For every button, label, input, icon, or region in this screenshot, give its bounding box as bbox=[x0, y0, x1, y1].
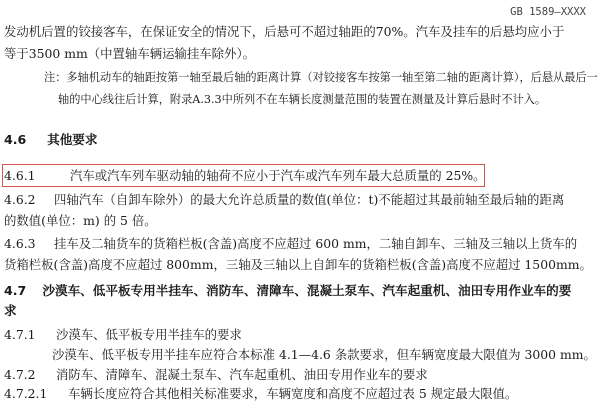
section-heading-4-6 bbox=[4, 132, 97, 148]
clause-text: 沙漠车、低平板专用半挂车应符合本标准 4.1—4.6 条款要求，但车辆宽度最大限值为 3000 mm。 bbox=[52, 347, 596, 362]
clause-text: 四轴汽车（自卸车除外）的最大允许总质量的数值(单位：t)不能超过其最前轴至最后轴的距离 bbox=[53, 192, 565, 207]
clause-text: 汽车或汽车列车驱动轴的轴荷不应小于汽车或汽车列车最大总质量的 25%。 bbox=[69, 168, 486, 183]
note-line: 轴的中心线往后计算，附录A.3.3中所列不在车辆长度测量范围的装置在测量及计算后悬时不计入。 bbox=[58, 93, 547, 106]
section-title-continuation: 求 bbox=[4, 303, 17, 318]
clause-text: 车辆长度应符合其他相关标准要求，车辆宽度和高度不应超过表 5 规定最大限值。 bbox=[67, 386, 518, 401]
note-line: 注：多轴机动车的轴距按第一轴至最后轴的距离计算（对铰接客车按第一轴至第二轴的距离计算），后悬从最后一 bbox=[44, 71, 598, 84]
clause-number: 4.6.1 bbox=[4, 168, 36, 183]
clause-continuation: 货箱栏板(含盖)高度不应超过 800mm，三轴及三轴以上自卸车的货箱栏板(含盖)高度不应超过 1500mm。 bbox=[4, 257, 592, 272]
clause-continuation: 的数值(单位：m) 的 5 倍。 bbox=[4, 213, 157, 228]
clause-4-6-2 bbox=[4, 192, 564, 208]
clause-4-7-1 bbox=[4, 327, 242, 343]
clause-text: 挂车及二轴货车的货箱栏板(含盖)高度不应超过 600 mm，二轴自卸车、三轴及三轴以上货车的 bbox=[53, 236, 578, 251]
clause-4-6-1 bbox=[4, 168, 486, 184]
clause-number: 4.7.2 bbox=[4, 367, 36, 382]
clause-4-6-3 bbox=[4, 236, 577, 252]
section-title: 其他要求 bbox=[47, 132, 98, 147]
clause-4-7-2 bbox=[4, 367, 428, 383]
clause-number: 4.6.2 bbox=[4, 192, 36, 207]
section-title: 沙漠车、低平板专用半挂车、消防车、清障车、混凝土泵车、汽车起重机、油田专用作业车的要 bbox=[42, 283, 572, 298]
section-number: 4.7 bbox=[4, 283, 27, 298]
clause-title: 沙漠车、低平板专用半挂车的要求 bbox=[55, 327, 242, 342]
section-number: 4.6 bbox=[4, 132, 27, 147]
clause-number: 4.7.2.1 bbox=[4, 386, 48, 401]
clause-number: 4.7.1 bbox=[4, 327, 36, 342]
paragraph-line: 等于3500 mm（中置轴车辆运输挂车除外）。 bbox=[4, 46, 256, 61]
paragraph-line: 发动机后置的铰接客车，在保证安全的情况下，后悬可不超过轴距的70%。汽车及挂车的后悬均应小于 bbox=[4, 24, 565, 39]
section-heading-4-7 bbox=[4, 283, 571, 299]
clause-title: 消防车、清障车、混凝土泵车、汽车起重机、油田专用作业车的要求 bbox=[55, 367, 428, 382]
standard-code: GB 1589—XXXX bbox=[510, 6, 586, 18]
clause-number: 4.6.3 bbox=[4, 236, 36, 251]
